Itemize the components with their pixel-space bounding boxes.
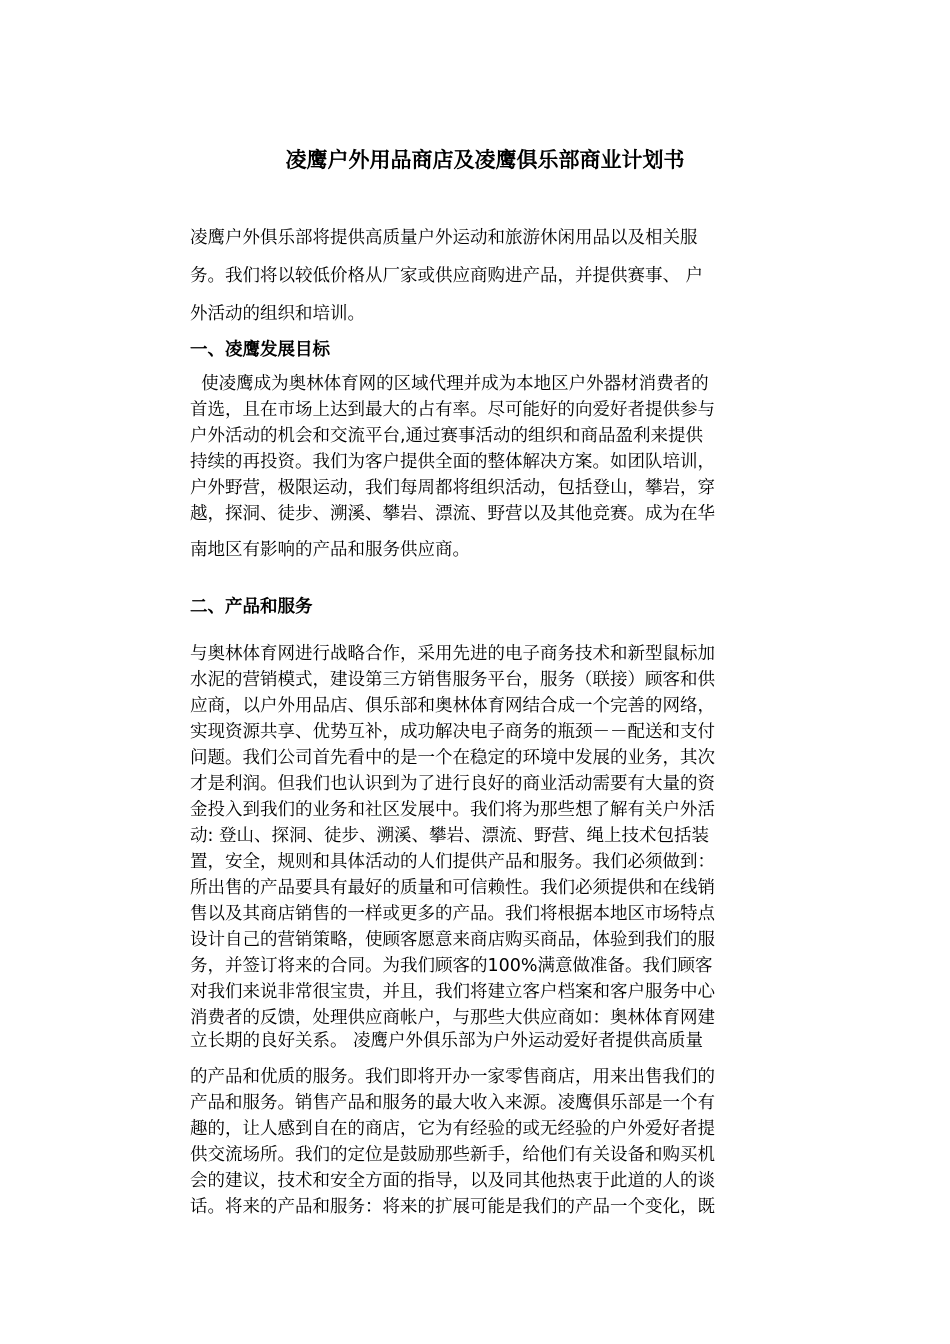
intro-line: 凌鹰户外俱乐部将提供高质量户外运动和旅游休闲用品以及相关服 [190,228,698,248]
paragraph-line: 首选，且在市场上达到最大的占有率。尽可能好的向爱好者提供参与 [190,400,715,420]
paragraph-line: 与奥林体育网进行战略合作，采用先进的电子商务技术和新型鼠标加 [190,644,715,664]
paragraph-line: 会的建议，技术和安全方面的指导，以及同其他热衷于此道的人的谈 [190,1171,715,1191]
paragraph-line: 户外野营，极限运动，我们每周都将组织活动，包括登山，攀岩，穿 [190,478,715,498]
paragraph-line: 使凌鹰成为奥林体育网的区域代理并成为本地区户外器材消费者的 [190,374,709,394]
section-1-last-line [190,537,790,563]
paragraph-line: 售以及其商店销售的一样或更多的产品。我们将根据本地区市场特点 [190,904,715,924]
paragraph-line: 应商，以户外用品店、俱乐部和奥林体育网结合成一个完善的网络， [190,696,715,716]
paragraph-line: 趣的，让人感到自在的商店，它为有经验的或无经验的户外爱好者提 [190,1119,715,1139]
intro-line: 务。我们将以较低价格从厂家或供应商购进产品，并提供赛事、 户 [190,266,704,286]
paragraph-line: 话。将来的产品和服务：将来的扩展可能是我们的产品一个变化，既 [190,1197,715,1217]
paragraph-line: 置，安全，规则和具体活动的人们提供产品和服务。我们必须做到： [190,852,715,872]
paragraph-line: 持续的再投资。我们为客户提供全面的整体解决方案。如团队培训， [190,452,715,472]
paragraph-line: 南地区有影响的产品和服务供应商。 [190,540,470,560]
section-2-paragraph-continued [190,1064,790,1220]
section-1-paragraph [190,371,790,527]
intro-line: 外活动的组织和培训。 [190,304,365,324]
section-2-paragraph [190,641,790,1031]
paragraph-line: 供交流场所。我们的定位是鼓励那些新手，给他们有关设备和购买机 [190,1145,715,1165]
paragraph-line: 动: 登山、探洞、徒步、溯溪、攀岩、漂流、野营、绳上技术包括装 [190,826,709,846]
document-title: 凌鹰户外用品商店及凌鹰俱乐部商业计划书 [285,148,685,172]
section-1-heading: 一、凌鹰发展目标 [190,340,330,360]
paragraph-line: 实现资源共享、优势互补，成功解决电子商务的瓶颈－－配送和支付 [190,722,715,742]
paragraph-line: 消费者的反馈，处理供应商帐户，与那些大供应商如：奥林体育网建 [190,1008,715,1028]
paragraph-line: 的产品和优质的服务。我们即将开办一家零售商店，用来出售我们的 [190,1067,715,1087]
paragraph-line: 才是利润。但我们也认识到为了进行良好的商业活动需要有大量的资 [190,774,715,794]
paragraph-line: 所出售的产品要具有最好的质量和可信赖性。我们必须提供和在线销 [190,878,715,898]
paragraph-line: 问题。我们公司首先看中的是一个在稳定的环境中发展的业务，其次 [190,748,715,768]
paragraph-line: 越，探洞、徒步、溯溪、攀岩、漂流、野营以及其他竞赛。成为在华 [190,504,715,524]
paragraph-line: 金投入到我们的业务和社区发展中。我们将为那些想了解有关户外活 [190,800,715,820]
section-2-bridge-line [190,1028,790,1054]
paragraph-line: 立长期的良好关系。 凌鹰户外俱乐部为户外运动爱好者提供高质量 [190,1031,704,1051]
paragraph-line: 产品和服务。销售产品和服务的最大收入来源。凌鹰俱乐部是一个有 [190,1093,715,1113]
paragraph-line: 设计自己的营销策略，使顾客愿意来商店购买商品，体验到我们的服 [190,930,715,950]
paragraph-line: 务，并签订将来的合同。为我们顾客的100%满意做准备。我们顾客 [190,956,713,976]
paragraph-line: 对我们来说非常很宝贵，并且，我们将建立客户档案和客户服务中心 [190,982,715,1002]
section-2-heading: 二、产品和服务 [190,597,313,617]
paragraph-line: 水泥的营销模式，建设第三方销售服务平台，服务（联接）顾客和供 [190,670,715,690]
paragraph-line: 户外活动的机会和交流平台,通过赛事活动的组织和商品盈利来提供 [190,426,704,446]
intro-paragraph [190,219,790,333]
